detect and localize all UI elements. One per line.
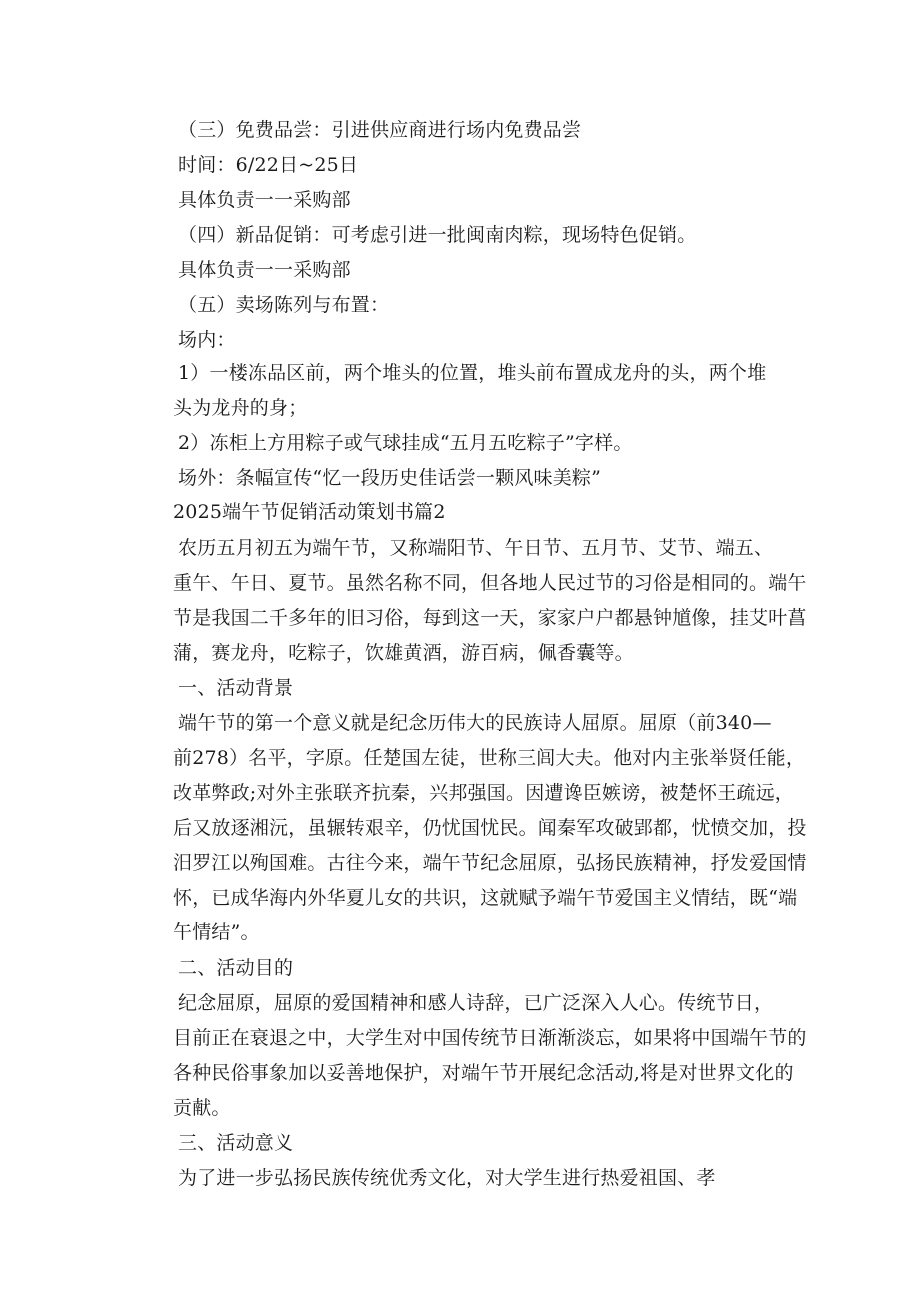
text-line: 贡献。 bbox=[173, 1097, 231, 1119]
section-heading: 三、活动意义 bbox=[178, 1132, 294, 1154]
section-heading: 一、活动背景 bbox=[178, 677, 294, 699]
text-line: 目前正在衰退之中，大学生对中国传统节日渐渐淡忘，如果将中国端午节的 bbox=[173, 1027, 807, 1049]
text-line: 农历五月初五为端午节，又称端阳节、午日节、五月节、艾节、端五、 bbox=[178, 537, 774, 559]
text-line: （四）新品促销：可考虑引进一批闽南肉粽，现场特色促销。 bbox=[178, 224, 697, 246]
text-line: 端午节的第一个意义就是纪念历伟大的民族诗人屈原。屈原（前340— bbox=[178, 712, 772, 734]
section-heading: 2025端午节促销活动策划书篇2 bbox=[173, 501, 446, 523]
text-line: 午情结”。 bbox=[173, 921, 260, 943]
text-line: 重午、午日、夏节。虽然名称不同，但各地人民过节的习俗是相同的。端午 bbox=[173, 572, 807, 594]
section-heading: 二、活动目的 bbox=[178, 957, 294, 979]
text-line: 改革弊政;对外主张联齐抗秦，兴邦强国。因遭谗臣嫉谤，被楚怀王疏远， bbox=[173, 782, 795, 804]
text-line: （三）免费品尝：引进供应商进行场内免费品尝 bbox=[178, 119, 582, 141]
text-line: 场外：条幅宣传“忆一段历史佳话尝一颗风味美粽” bbox=[178, 467, 602, 489]
text-line: 具体负责一一采购部 bbox=[178, 259, 351, 281]
text-line: 各种民俗事象加以妥善地保护，对端午节开展纪念活动,将是对世界文化的 bbox=[173, 1062, 794, 1084]
text-line: 前278）名平，字原。任楚国左徒，世称三闾大夫。他对内主张举贤任能， bbox=[173, 747, 806, 769]
text-line: 怀，已成华海内外华夏儿女的共识，这就赋予端午节爱国主义情结，既“端 bbox=[173, 887, 798, 909]
text-line: 1）一楼冻品区前，两个堆头的位置，堆头前布置成龙舟的头，两个堆 bbox=[178, 362, 767, 384]
text-line: 汨罗江以殉国难。古往今来，端午节纪念屈原，弘扬民族精神，抒发爱国情 bbox=[173, 852, 807, 874]
text-line: （五）卖场陈列与布置： bbox=[178, 294, 390, 316]
text-line: 场内： bbox=[178, 329, 236, 351]
text-line: 2）冻柜上方用粽子或气球挂成“五月五吃粽子”字样。 bbox=[178, 432, 633, 454]
text-line: 头为龙舟的身； bbox=[173, 397, 308, 419]
text-line: 时间：6/22日~25日 bbox=[178, 154, 359, 176]
text-line: 后又放逐湘沅，虽辗转艰辛，仍忧国忧民。闻秦军攻破郢都，忧愤交加，投 bbox=[173, 817, 807, 839]
text-line: 蒲，赛龙舟，吃粽子，饮雄黄酒，游百病，佩香囊等。 bbox=[173, 642, 634, 664]
text-line: 为了进一步弘扬民族传统优秀文化，对大学生进行热爱祖国、孝 bbox=[178, 1167, 716, 1189]
text-line: 具体负责一一采购部 bbox=[178, 189, 351, 211]
text-line: 节是我国二千多年的旧习俗，每到这一天，家家户户都悬钟馗像，挂艾叶菖 bbox=[173, 607, 807, 629]
text-line: 纪念屈原，屈原的爱国精神和感人诗辞，已广泛深入人心。传统节日， bbox=[178, 992, 774, 1014]
